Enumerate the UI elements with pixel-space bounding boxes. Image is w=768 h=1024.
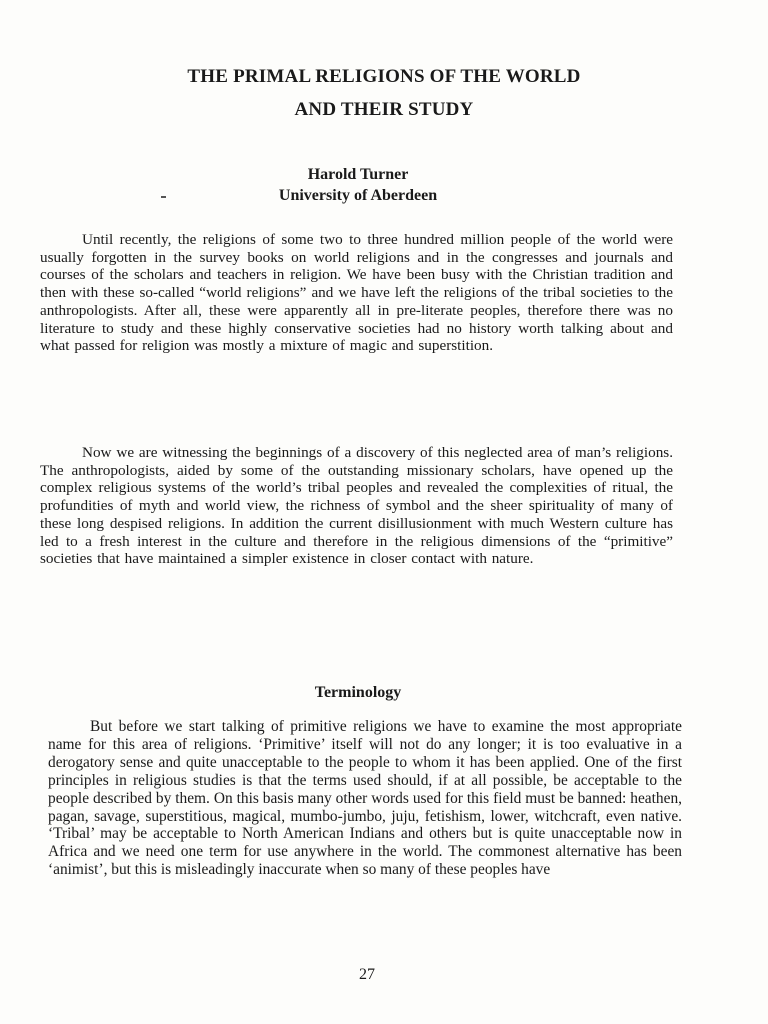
body-paragraph-1: Until recently, the religions of some two to three hundred million people of the world were usually forgotten in the survey books on world religions and in the congresses and journals and courses of the scholars and teachers in religion. We have been busy with the Christian tradition and then with these so-called “world religions” and we have left the religions of the tribal societies to the anthropologists. After all, these were apparently all in pre-literate peoples, therefore there was no literature to study and these highly conservative societies had no history worth talking about and what passed for religion was mostly a mixture of magic and superstition.: [40, 231, 673, 355]
author-name: Harold Turner: [307, 166, 409, 183]
author-affiliation: University of Aberdeen: [278, 187, 438, 204]
page-number: 27: [359, 966, 375, 983]
section-heading: Terminology: [314, 684, 402, 701]
section-paragraph: But before we start talking of primitive religions we have to examine the most appropriate name for this area of religions. ‘Primitive’ itself will not do any longer; it is too evaluative in a derogatory sense and quite unacceptable to the people to whom it has been applied. One of the first principles in religious studies is that the terms used should, if at all possible, be acceptable to the people described by them. On this basis many other words used for this field must be banned: heathen, pagan, savage, superstitious, magical, mumbo-jumbo, juju, fetishism, lower, witchcraft, even native. ‘Tribal’ may be acceptable to North American Indians and others but is quite unacceptable now in Africa and we need one term for use anywhere in the world. The commonest alternative has been ‘animist’, but this is misleadingly inaccurate when so many of these peoples have: [48, 718, 682, 879]
article-title-line-2: AND THEIR STUDY: [294, 99, 474, 120]
body-paragraph-2: Now we are witnessing the beginnings of a discovery of this neglected area of man’s religions. The anthropologists, aided by some of the outstanding missionary scholars, have opened up the complex religious systems of the world’s tribal peoples and revealed the complexities of ritual, the profundities of myth and world view, the richness of symbol and the sheer spirituality of many of these long despised religions. In addition the current disillusionment with much Western culture has led to a fresh interest in the culture and therefore in the religious dimensions of the “primitive” societies that have maintained a simpler existence in closer contact with nature.: [40, 444, 673, 568]
article-title-line-1: THE PRIMAL RELIGIONS OF THE WORLD: [187, 66, 581, 87]
